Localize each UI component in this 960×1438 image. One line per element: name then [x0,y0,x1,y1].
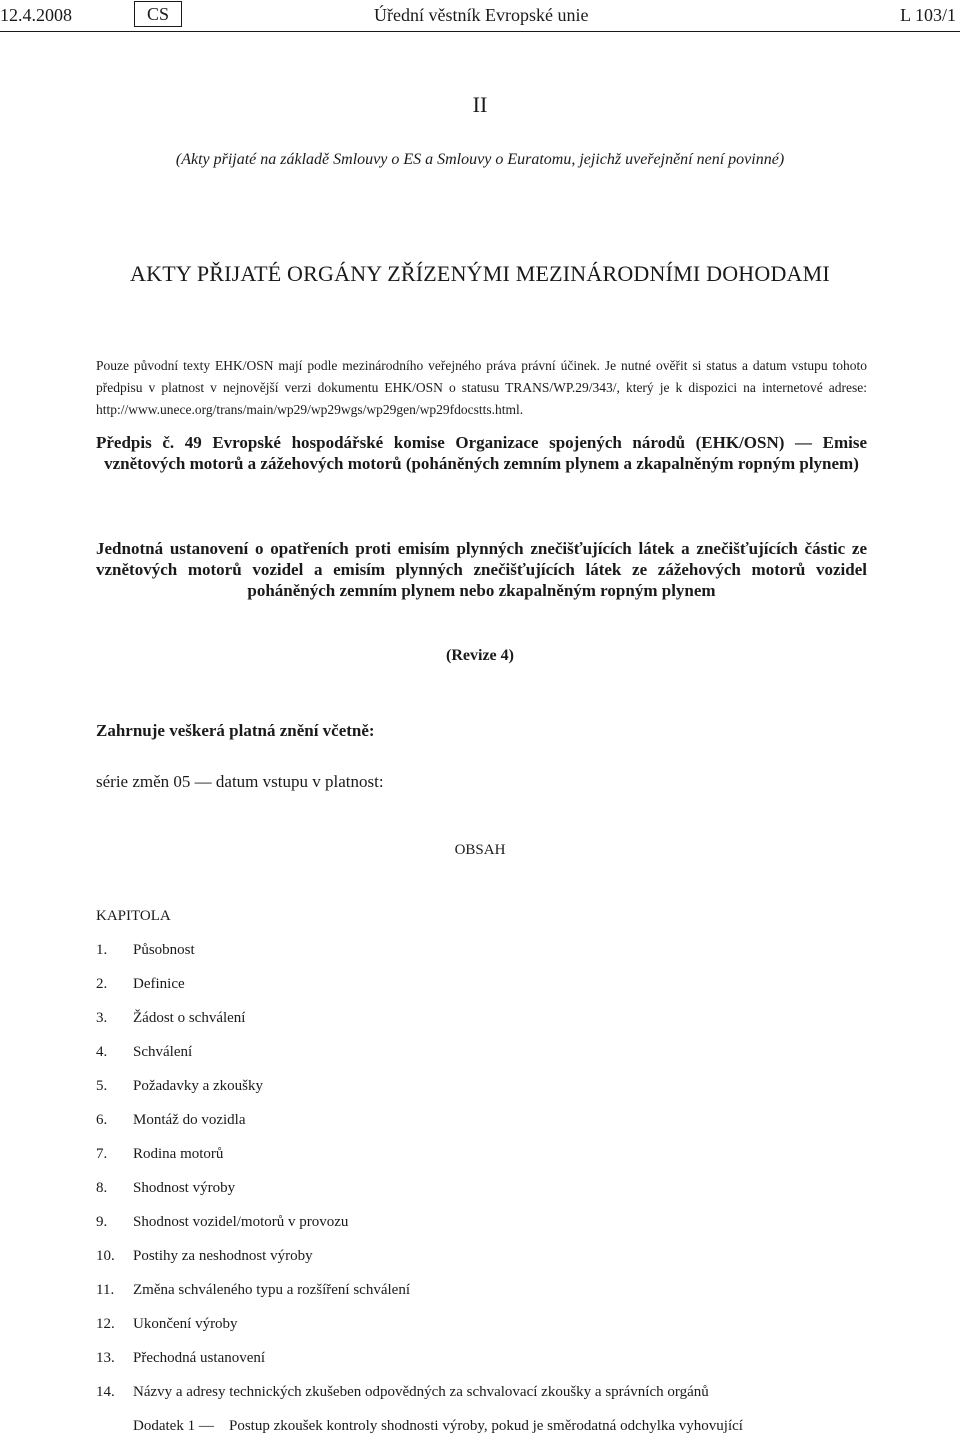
toc-number: 2. [96,976,108,992]
toc-title: Shodnost výroby [133,1180,236,1196]
uniform-provisions: Jednotná ustanovení o opatřeních proti emisím plynných znečišťujících látek a znečišťujících částic ze vznětových motorů vozidel a emisím plynných znečišťujících látek ze zážehových motorů vozidel poháněných zemním plynem nebo zkapalněným ropným plynem [96,539,867,600]
toc-item [96,974,185,994]
header-rule [0,31,960,32]
toc-item [96,1008,245,1028]
toc-number: 14. [96,1384,115,1400]
section-number: II [472,92,488,117]
toc-title: Změna schváleného typu a rozšíření schválení [133,1282,410,1298]
toc-item [96,1348,265,1368]
toc-title: Shodnost vozidel/motorů v provozu [133,1214,349,1230]
revision-label: (Revize 4) [446,647,514,664]
toc-item [96,1212,348,1232]
toc-item [96,1314,238,1334]
toc-title: Postihy za neshodnost výroby [133,1248,313,1264]
toc-number: 3. [96,1010,108,1026]
toc-number: 8. [96,1180,108,1196]
language-code: CS [134,1,182,27]
contents-heading: OBSAH [454,842,506,858]
toc-title: Definice [133,976,185,992]
legal-note: Pouze původní texty EHK/OSN mají podle mezinárodního veřejného práva právní účinek. Je nutné ověřit si status a datum vstupu tohoto předpisu v platnost v nejnovější verzi dokumentu EHK/OSN o statusu TRANS/WP.29/343/, který je k dispozici na internetové adrese: http://www.unece.org/trans/main/wp29/wp29wgs/wp29gen/wp29fdocstts.html. [96,358,867,417]
toc-title: Rodina motorů [133,1146,224,1162]
publication-date: 12.4.2008 [0,5,72,25]
toc-item [96,940,195,960]
chapter-label: KAPITOLA [96,908,171,924]
regulation-title: Předpis č. 49 Evropské hospodářské komise Organizace spojených národů (EHK/OSN) — Emise vznětových motorů a zážehových motorů (poháněných zemním plynem a zkapalněným ropným plynem) [96,433,867,473]
toc-number: 6. [96,1112,108,1128]
amendment-series: série změn 05 — datum vstupu v platnost: [96,772,384,791]
includes-heading: Zahrnuje veškerá platná znění včetně: [96,721,375,740]
toc-number: 13. [96,1350,115,1366]
toc-title: Žádost o schválení [133,1010,246,1026]
toc-number: 12. [96,1316,115,1332]
journal-title: Úřední věstník Evropské unie [374,5,589,25]
toc-title: Montáž do vozidla [133,1112,246,1128]
main-heading: AKTY PŘIJATÉ ORGÁNY ZŘÍZENÝMI MEZINÁRODNÍMI DOHODAMI [130,261,830,286]
page-reference: L 103/1 [900,5,956,25]
toc-item [96,1246,313,1266]
toc-title: Požadavky a zkoušky [133,1078,263,1094]
toc-item [96,1076,263,1096]
toc-item [96,1382,709,1402]
toc-number: 11. [96,1282,115,1298]
annex-title: Postup zkoušek kontroly shodnosti výroby, pokud je směrodatná odchylka vyhovující [229,1418,743,1434]
toc-number: 1. [96,942,108,958]
toc-item [96,1280,410,1300]
toc-item [96,1042,192,1062]
toc-number: 4. [96,1044,108,1060]
toc-title: Schválení [133,1044,193,1060]
toc-title: Ukončení výroby [133,1316,238,1332]
toc-number: 5. [96,1078,108,1094]
toc-item [96,1110,245,1130]
toc-item [96,1178,235,1198]
toc-title: Působnost [133,942,195,958]
toc-number: 10. [96,1248,115,1264]
toc-number: 7. [96,1146,108,1162]
toc-item [96,1144,223,1164]
toc-title: Přechodná ustanovení [133,1350,266,1366]
section-subtitle: (Akty přijaté na základě Smlouvy o ES a Smlouvy o Euratomu, jejichž uveřejnění není povinné) [175,151,785,168]
annex-item [133,1416,743,1436]
toc-title: Názvy a adresy technických zkušeben odpovědných za schvalovací zkoušky a správních orgánů [133,1384,709,1400]
annex-label: Dodatek 1 — [133,1418,214,1434]
toc-number: 9. [96,1214,108,1230]
